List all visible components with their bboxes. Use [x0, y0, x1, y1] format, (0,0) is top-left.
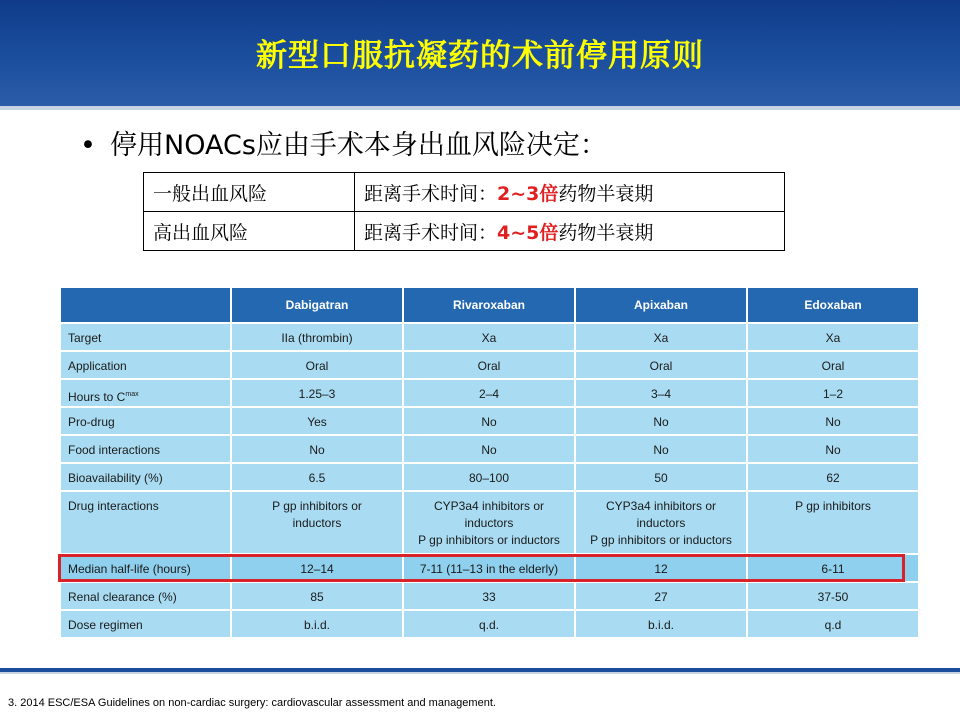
table-cell: No [747, 435, 919, 463]
table-cell: 80–100 [403, 463, 575, 491]
table-cell: Yes [231, 407, 403, 435]
table-cell: Oral [575, 351, 747, 379]
table-cell: No [231, 435, 403, 463]
table-cell: 50 [575, 463, 747, 491]
risk-row [144, 173, 785, 212]
table-cell: No [403, 407, 575, 435]
reference-footnote: 3. 2014 ESC/ESA Guidelines on non-cardiac surgery: cardiovascular assessment and management. [8, 697, 496, 709]
row-label-text: Bioavailability (%) [68, 471, 163, 485]
table-cell: Xa [403, 323, 575, 351]
row-label-text: Food interactions [68, 443, 161, 457]
table-cell: 27 [575, 582, 747, 610]
header-apixaban: Apixaban [575, 287, 747, 323]
table-cell: 12 [575, 554, 747, 582]
risk-level: 高出血风险 [144, 212, 355, 251]
table-cell: 12–14 [231, 554, 403, 582]
table-row [60, 323, 919, 351]
row-label [60, 463, 231, 491]
timing-multiplier: 4~5倍 [497, 221, 559, 244]
table-cell: q.d [747, 610, 919, 638]
cell-line: P gp inhibitors or [272, 499, 362, 513]
cell-line: inductors [464, 516, 514, 530]
table-row [60, 407, 919, 435]
row-label-text: Pro-drug [68, 415, 115, 429]
cell-line: P gp inhibitors or inductors [590, 533, 732, 547]
cell-line: inductors [636, 516, 686, 530]
row-label [60, 435, 231, 463]
cell-line: P gp inhibitors or inductors [418, 533, 560, 547]
table-row [60, 435, 919, 463]
table-cell: 33 [403, 582, 575, 610]
header-corner [60, 287, 231, 323]
bullet-text: 停用NOACs应由手术本身出血风险决定： [110, 130, 607, 161]
table-cell: No [575, 407, 747, 435]
table-cell [747, 491, 919, 554]
risk-level: 一般出血风险 [144, 173, 355, 212]
table-cell: 2–4 [403, 379, 575, 407]
table-cell [403, 491, 575, 554]
cell-line: CYP3a4 inhibitors or [605, 499, 717, 513]
row-label [60, 323, 231, 351]
row-label [60, 491, 231, 554]
table-cell: 1–2 [747, 379, 919, 407]
noac-comparison-table [59, 286, 920, 639]
table-cell: No [747, 407, 919, 435]
table-cell [231, 491, 403, 554]
table-cell: b.i.d. [575, 610, 747, 638]
row-label [60, 351, 231, 379]
cell-line: CYP3a4 inhibitors or [433, 499, 545, 513]
footer-divider-thin [0, 672, 960, 674]
table-cell: Oral [403, 351, 575, 379]
risk-timing [355, 173, 785, 212]
row-label-text: Application [68, 359, 127, 373]
timing-prefix: 距离手术时间： [364, 221, 498, 244]
header-rivaroxaban: Rivaroxaban [403, 287, 575, 323]
table-cell: 37-50 [747, 582, 919, 610]
table-cell: No [403, 435, 575, 463]
table-cell: 6.5 [231, 463, 403, 491]
table-cell: No [575, 435, 747, 463]
table-cell: 62 [747, 463, 919, 491]
risk-timing [355, 212, 785, 251]
header-edoxaban: Edoxaban [747, 287, 919, 323]
table-header-row [60, 287, 919, 323]
row-label-text: Median half-life (hours) [68, 562, 191, 576]
slide-title: 新型口服抗凝药的术前停用原则 [256, 38, 704, 74]
table-cell: Oral [747, 351, 919, 379]
table-cell: 7-11 (11–13 in the elderly) [403, 554, 575, 582]
noac-comparison-container [59, 286, 920, 639]
table-cell: IIa (thrombin) [231, 323, 403, 351]
table-row [60, 463, 919, 491]
row-label [60, 610, 231, 638]
table-row [60, 582, 919, 610]
table-cell [575, 491, 747, 554]
row-label [60, 554, 231, 582]
table-cell: 85 [231, 582, 403, 610]
table-cell: q.d. [403, 610, 575, 638]
table-cell: Oral [231, 351, 403, 379]
row-label-text: Renal clearance (%) [68, 590, 177, 604]
cell-line: inductors [292, 516, 342, 530]
table-row [60, 351, 919, 379]
bullet-point [80, 126, 607, 166]
row-label-text: Target [68, 331, 102, 345]
row-label [60, 379, 231, 407]
row-label [60, 582, 231, 610]
bleeding-risk-table [143, 172, 785, 251]
row-label-superscript: max [125, 391, 139, 398]
table-cell: 3–4 [575, 379, 747, 407]
row-label [60, 407, 231, 435]
row-label-text: Dose regimen [68, 618, 143, 632]
cell-line: P gp inhibitors [795, 499, 871, 513]
risk-row [144, 212, 785, 251]
table-cell: b.i.d. [231, 610, 403, 638]
row-label-text: Drug interactions [68, 499, 159, 513]
bullet-icon: • [80, 130, 96, 161]
timing-prefix: 距离手术时间： [364, 182, 498, 205]
table-cell: Xa [747, 323, 919, 351]
table-cell: 6-11 [747, 554, 919, 582]
table-row [60, 610, 919, 638]
table-row [60, 554, 919, 582]
timing-suffix: 药物半衰期 [558, 221, 654, 244]
row-label-text: Hours to C [68, 390, 126, 404]
table-cell: 1.25–3 [231, 379, 403, 407]
table-row [60, 379, 919, 407]
timing-suffix: 药物半衰期 [558, 182, 654, 205]
table-cell: Xa [575, 323, 747, 351]
header-dabigatran: Dabigatran [231, 287, 403, 323]
table-row [60, 491, 919, 554]
banner-divider [0, 106, 960, 110]
timing-multiplier: 2~3倍 [497, 182, 559, 205]
